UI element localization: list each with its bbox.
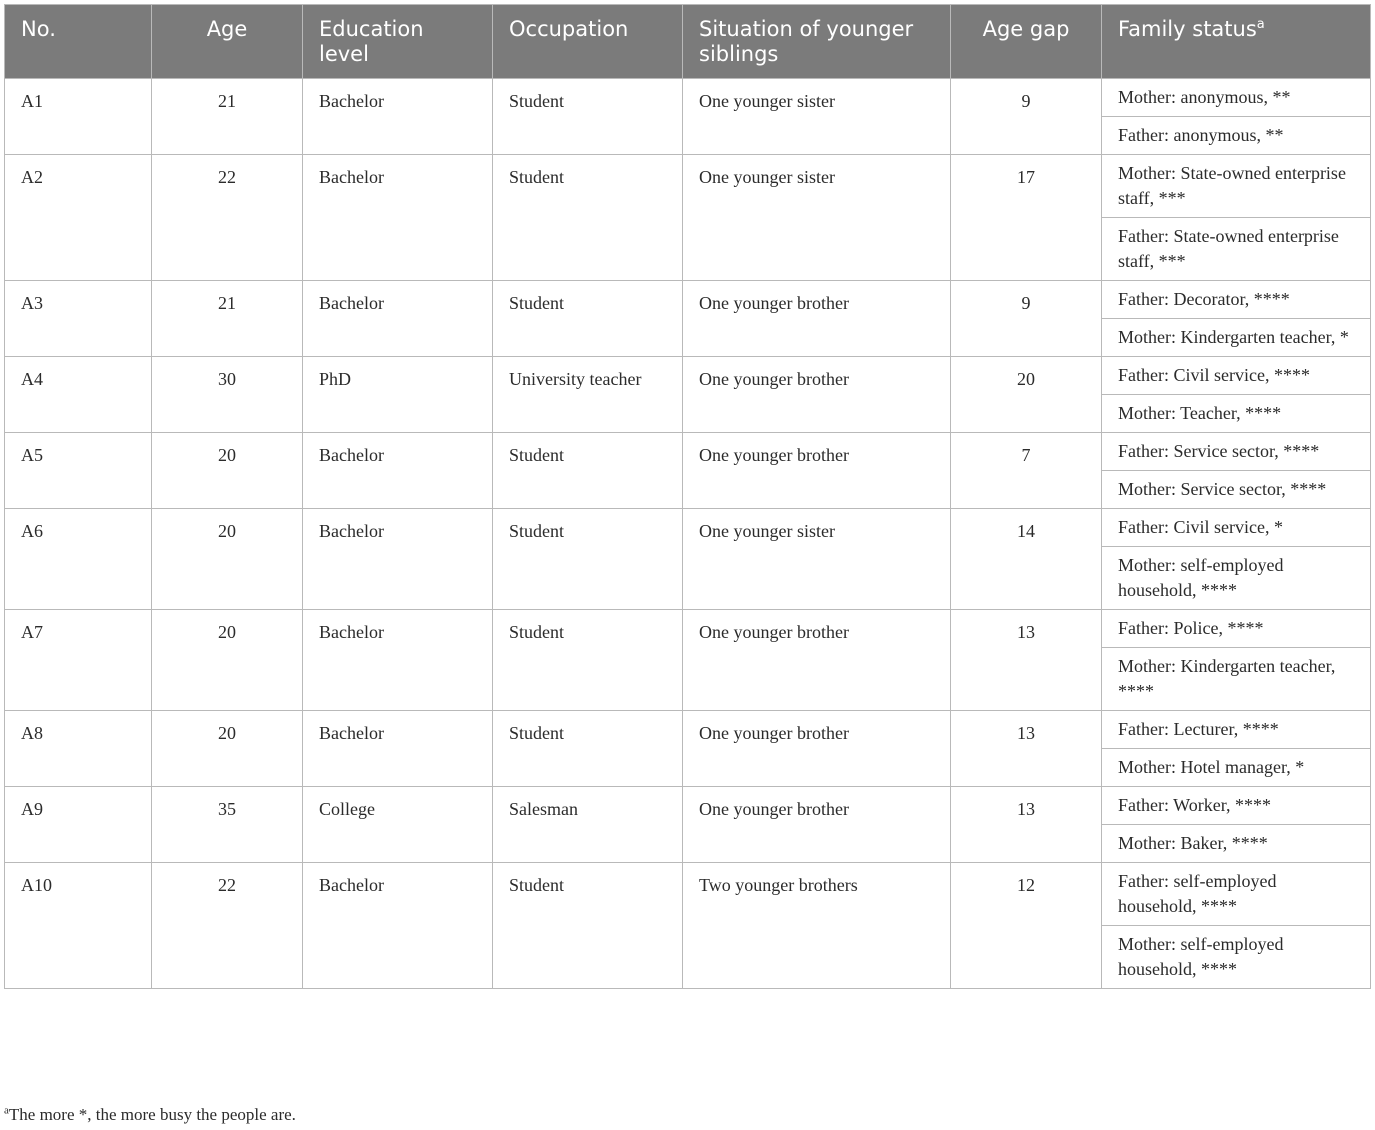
- cell-education-level: Bachelor: [303, 711, 493, 787]
- cell-age-gap: 17: [951, 155, 1102, 281]
- cell-family-status-first: Mother: anonymous, **: [1102, 79, 1371, 117]
- header-family-status-label: Family status: [1118, 17, 1257, 41]
- cell-occupation: Salesman: [493, 787, 683, 863]
- table-row: [5, 281, 1371, 319]
- cell-family-status-second: Father: State-owned enterprise staff, ***: [1102, 218, 1371, 281]
- cell-education-level: Bachelor: [303, 79, 493, 155]
- cell-family-status-first: Father: Civil service, ****: [1102, 357, 1371, 395]
- cell-no: A9: [5, 787, 152, 863]
- header-age-gap: Age gap: [951, 5, 1102, 79]
- header-education-level: Education level: [303, 5, 493, 79]
- cell-younger-siblings: One younger brother: [683, 357, 951, 433]
- table-row: [5, 787, 1371, 825]
- table-row: [5, 711, 1371, 749]
- cell-education-level: College: [303, 787, 493, 863]
- header-younger-siblings: Situation of younger siblings: [683, 5, 951, 79]
- footnote-text: The more *, the more busy the people are.: [8, 1105, 296, 1124]
- cell-education-level: PhD: [303, 357, 493, 433]
- cell-occupation: Student: [493, 509, 683, 610]
- cell-age: 22: [152, 155, 303, 281]
- cell-family-status-second: Mother: self-employed household, ****: [1102, 926, 1371, 989]
- cell-occupation: Student: [493, 863, 683, 989]
- cell-occupation: University teacher: [493, 357, 683, 433]
- cell-age: 21: [152, 281, 303, 357]
- cell-family-status-second: Mother: Service sector, ****: [1102, 471, 1371, 509]
- cell-occupation: Student: [493, 155, 683, 281]
- cell-family-status-second: Mother: Teacher, ****: [1102, 395, 1371, 433]
- cell-family-status-first: Father: self-employed household, ****: [1102, 863, 1371, 926]
- cell-no: A6: [5, 509, 152, 610]
- cell-occupation: Student: [493, 711, 683, 787]
- cell-age: 35: [152, 787, 303, 863]
- table-row: [5, 357, 1371, 395]
- cell-no: A5: [5, 433, 152, 509]
- cell-no: A10: [5, 863, 152, 989]
- cell-younger-siblings: One younger sister: [683, 509, 951, 610]
- cell-age: 20: [152, 509, 303, 610]
- cell-education-level: Bachelor: [303, 863, 493, 989]
- cell-younger-siblings: One younger brother: [683, 433, 951, 509]
- header-family-status: [1102, 5, 1371, 79]
- cell-younger-siblings: One younger brother: [683, 281, 951, 357]
- cell-occupation: Student: [493, 610, 683, 711]
- cell-education-level: Bachelor: [303, 155, 493, 281]
- cell-younger-siblings: One younger brother: [683, 610, 951, 711]
- cell-age-gap: 12: [951, 863, 1102, 989]
- cell-education-level: Bachelor: [303, 610, 493, 711]
- table-body: [5, 79, 1371, 989]
- cell-no: A8: [5, 711, 152, 787]
- cell-younger-siblings: One younger sister: [683, 79, 951, 155]
- cell-no: A4: [5, 357, 152, 433]
- table-row: [5, 863, 1371, 926]
- cell-age: 30: [152, 357, 303, 433]
- cell-age-gap: 7: [951, 433, 1102, 509]
- cell-younger-siblings: One younger sister: [683, 155, 951, 281]
- cell-age-gap: 9: [951, 281, 1102, 357]
- cell-family-status-second: Mother: Kindergarten teacher, ****: [1102, 648, 1371, 711]
- cell-education-level: Bachelor: [303, 433, 493, 509]
- cell-no: A1: [5, 79, 152, 155]
- cell-education-level: Bachelor: [303, 509, 493, 610]
- cell-family-status-second: Mother: self-employed household, ****: [1102, 547, 1371, 610]
- cell-family-status-second: Mother: Kindergarten teacher, *: [1102, 319, 1371, 357]
- cell-age-gap: 13: [951, 610, 1102, 711]
- cell-younger-siblings: One younger brother: [683, 711, 951, 787]
- participants-table: [4, 4, 1371, 989]
- cell-age-gap: 13: [951, 787, 1102, 863]
- cell-education-level: Bachelor: [303, 281, 493, 357]
- cell-no: A2: [5, 155, 152, 281]
- table-row: [5, 79, 1371, 117]
- cell-occupation: Student: [493, 79, 683, 155]
- header-age: Age: [152, 5, 303, 79]
- cell-occupation: Student: [493, 281, 683, 357]
- cell-family-status-first: Father: Civil service, *: [1102, 509, 1371, 547]
- table-footnote: [4, 1104, 296, 1126]
- cell-family-status-second: Father: anonymous, **: [1102, 117, 1371, 155]
- cell-no: A7: [5, 610, 152, 711]
- cell-age-gap: 14: [951, 509, 1102, 610]
- cell-family-status-first: Father: Worker, ****: [1102, 787, 1371, 825]
- cell-age: 20: [152, 433, 303, 509]
- cell-younger-siblings: One younger brother: [683, 787, 951, 863]
- table-row: [5, 433, 1371, 471]
- header-no: No.: [5, 5, 152, 79]
- cell-age: 20: [152, 711, 303, 787]
- cell-age-gap: 9: [951, 79, 1102, 155]
- cell-occupation: Student: [493, 433, 683, 509]
- table-row: [5, 155, 1371, 218]
- header-occupation: Occupation: [493, 5, 683, 79]
- cell-family-status-first: Father: Service sector, ****: [1102, 433, 1371, 471]
- cell-age: 21: [152, 79, 303, 155]
- cell-family-status-first: Father: Police, ****: [1102, 610, 1371, 648]
- cell-younger-siblings: Two younger brothers: [683, 863, 951, 989]
- cell-age-gap: 13: [951, 711, 1102, 787]
- cell-family-status-second: Mother: Hotel manager, *: [1102, 749, 1371, 787]
- table-row: [5, 509, 1371, 547]
- cell-family-status-first: Father: Lecturer, ****: [1102, 711, 1371, 749]
- footnote-marker: a: [4, 1104, 9, 1117]
- cell-family-status-first: Mother: State-owned enterprise staff, ***: [1102, 155, 1371, 218]
- cell-age: 22: [152, 863, 303, 989]
- cell-no: A3: [5, 281, 152, 357]
- header-footnote-marker: a: [1256, 17, 1265, 32]
- header-row: [5, 5, 1371, 79]
- cell-age: 20: [152, 610, 303, 711]
- cell-age-gap: 20: [951, 357, 1102, 433]
- table-row: [5, 610, 1371, 648]
- cell-family-status-first: Father: Decorator, ****: [1102, 281, 1371, 319]
- cell-family-status-second: Mother: Baker, ****: [1102, 825, 1371, 863]
